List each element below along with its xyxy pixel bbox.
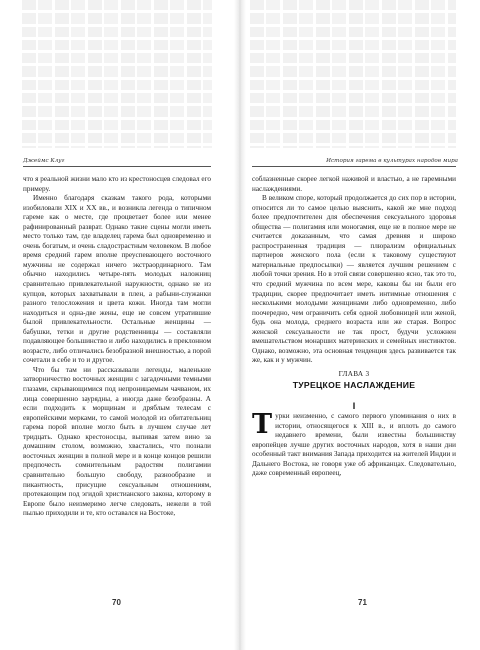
right-page-body	[252, 175, 456, 366]
page-number: 71	[358, 598, 367, 607]
header-rule	[23, 166, 211, 167]
right-page	[246, 0, 480, 650]
paragraph: В великом споре, который продолжается до сих пор в истории, относится ли то самое целью выяснить, какой же мне подход более предпочтителен для обеспечения сексуального здоровья общества — полигамия или моногамия, еще не в полное мере не считается доказанным, что самая древняя и широко распространенная традиция — плюрализм официальных партнеров женского пола (если к таковому существуют материальные предпосылки) — является лучшим решением с любой точки зрения. Но в этой связи совершенно ясно, так это то, что средний мужчина по всем мере, каковы бы ни были его традиции, скорее предпочитает иметь интимные отношения с несколькими молодыми женщинами либо одновременно, либо поочередно, чем ограничить себя одной любовницей или женой, будь она молода, среднего возраста или же старая. Вопрос женской сексуальности не так прост, будучи усложнен вмешательством монарших материнских и семейных инстинктов. Однако, возможно, эта основная тенденция здесь развивается так же, как и у мужчин.	[252, 194, 456, 365]
chapter-heading	[252, 370, 456, 411]
header-rule	[252, 166, 456, 167]
paragraph: Именно благодаря сказкам такого рода, которыми изобиловали XIX и XX вв., и возникла легенда о типичном гареме как о месте, где процветает более или менее рафинированный разврат. Однако такие сцены могли иметь место только там, где владелец гарема был одновременно и очень богатым, и очень сладострастным человеком. В любое время средний гарем вполне преуспевающего восточного мужчины не содержал ничего экстраординарного. Там обычно находились четыре-пять молодых наложниц сравнительно привлекательной наружности, однако не из купцов, которых захватывали в плен, а рабыни-служанки разного телосложения и цвета кожи. Иногда там могли находиться и одна-две жены, еще не совсем утратившие былой привлекательности. Остальные женщины — бабушки, тетки и другие родственницы — составляли подавляющее большинство и либо находились в преклонном возрасте, либо отличались безобразной внешностью, а порой сочетали в себе и то и другое.	[23, 194, 211, 365]
drop-cap: Т	[252, 409, 273, 440]
paragraph: соблазненные скорее легкой наживой и властью, а не гаремными наслаждениями.	[252, 175, 456, 193]
left-page	[0, 0, 234, 650]
left-page-body	[23, 175, 211, 519]
section-number: I	[352, 401, 356, 411]
book-gutter	[234, 0, 246, 650]
chapter-opening-text	[252, 409, 456, 479]
chapter-title: ТУРЕЦКОЕ НАСЛАЖДЕНИЕ	[292, 380, 416, 390]
page-number: 70	[112, 598, 121, 607]
running-head-author: Джеймс Клуг	[23, 158, 65, 164]
paragraph: что я реальной жизни мало кто из крестоносцев следовал его примеру.	[23, 175, 211, 193]
paragraph: урки неизменно, с самого первого упоминания о них в истории, относящегося к XIII в., и вплоть до самого недавнего времени, были известны большинству европейцев лучше других восточных народов, хотя в наши дни особенный такт внимания Запада приходится на жителей Индии и Дальнего Востока, не говоря уже об африканцах. Следовательно, даже современный европеец,	[252, 412, 456, 478]
running-head-title: История гарема в культурах народов мира	[326, 158, 458, 164]
chapter-label: ГЛАВА 3	[338, 370, 370, 378]
paragraph: Что бы там ни рассказывали легенды, маленькие затворничество восточных женщин с загадочными темными глазами, скрывающимися под непроницаемым чачваном, их лица совершенно заурядны, а иногда даже безобразны. А если подходить к морщинам и дряблым телесам с европейскими мерками, то самой молодой из обитательниц гарема порой вполне могло быть в лучшем случае лет тридцать. Однако крестоносцы, выпивая затем вино за домашним столом, возможно, хвастались, что познали восточных женщин в полной мере и в конце концов решили предпочесть сомнительным радостям полигамии сравнительно большую свободу, разнообразие и пикантность, присущие сексуальным отношениям, протекающим под эгидой христианского закона, которому в Европе было неизмеримо легче следовать, нежели в той пылью приходили и те, кто оставался на Востоке,	[23, 365, 211, 518]
